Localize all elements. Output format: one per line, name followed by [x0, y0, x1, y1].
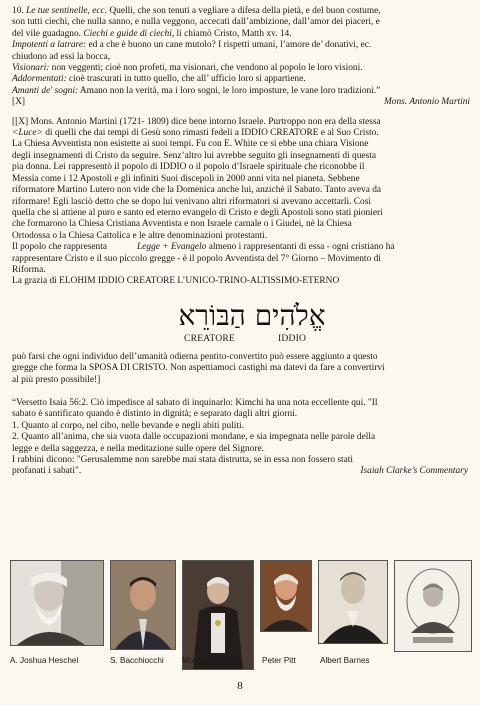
hebrew-text: אֱלֹהִים הַבּוֹרֵא [178, 298, 326, 332]
text-line: riformare! Egli lasciò detto che se dopo lui venivano altri riformatori si avevano accettarli. Così [12, 196, 371, 207]
text-line: pia donna. Lei rappresentò il popolo di IDDIO o il popolo d’Israele spirituale che riconobbe il [12, 162, 365, 173]
hebrew-calligraphy [162, 298, 342, 332]
text-line: La Chiesa Avventista non esistette ai suoi tempi. Fu con E. White ce si ebbe una chiara Visione [12, 139, 369, 150]
text-line: 1. Quanto al corpo, nel cibo, nelle bevande e negli abiti puliti. [12, 420, 244, 431]
text-line: Riforma. [12, 264, 46, 275]
caption-bacchiocchi: S. Bacchiocchi [110, 656, 164, 665]
caption-pitt: Peter Pitt [262, 656, 296, 665]
hebrew-title-block [12, 298, 470, 350]
text-line: I rabbini dicono: "Gerusalemme non sarebbe mai stata distrutta, se in essa non fossero stati [12, 455, 353, 465]
text: almeno i rappresentanti di essa - ogni cristiano ha [206, 242, 395, 253]
text: non veggenti; cioè non profeti, ma visionari, che vendono al popolo le loro visioni. [49, 63, 363, 74]
text-line: al più presto possibile!] [12, 374, 101, 385]
portrait-photo-barnes [318, 560, 388, 644]
text-line: legge e della saggezza, e nella meditazione sulle opere del Signore. [12, 443, 264, 454]
text: 10. [12, 6, 27, 16]
caption-barnes: Albert Barnes [320, 656, 370, 665]
text-line: gregge che forma la SPOSA DI CRISTO. Non aspettiamoci castighi ma datevi da fare a convertirvi [12, 363, 385, 374]
page-number: 8 [237, 680, 243, 692]
text-line: quella che si attiene al puro e santo ed eterno evangelo di Cristo e degli Apostoli sono stati pionieri [12, 207, 383, 218]
text-line: può farsi che ogni individuo dell’umanità odierna pentito-convertito può essere aggiunto a questo [12, 351, 378, 362]
italic-text: Visionari: [12, 63, 50, 74]
portrait-photo-engraving [394, 560, 472, 652]
text: profanati i sabati". [12, 466, 82, 477]
text: ed a che è buono un cane mutolo? I rispetti umani, l’amore de’ donativi, ec. [86, 40, 372, 51]
text: Quelli, che son tenuti a vegliare a difesa della pietà, e del buon costume, [107, 6, 381, 16]
text-line: [[X] Mons. Antonio Martini (1721- 1809) dice bene intorno Israele. Purtroppo non era della stessa [12, 116, 381, 127]
quotation-paragraph [12, 398, 470, 478]
text: di quelli che dai tempi di Gesù sono rimasti fedeli a IDDIO CREATORE e al Suo Cristo. [42, 128, 379, 139]
portrait-photo-pitt [260, 560, 312, 632]
italic-text: Le tue sentinelle, ecc. [26, 6, 108, 16]
text-line: sabato è santificato quando è distinto in dignità; e separato dagli altri giorni. [12, 409, 298, 420]
text-line: Ortodossa o la Chiesa Cattolica e le altre denominazioni protestanti. [12, 230, 268, 241]
document-page [12, 6, 470, 478]
text-line: chiudono ad essi la bocca, [12, 51, 111, 62]
hebrew-label-iddio: IDDIO [278, 332, 307, 344]
caption-martini: Mons. A. Martini [182, 656, 241, 665]
italic-text: Legge + Evangelo [137, 242, 207, 253]
portrait-row [10, 560, 470, 670]
text-line: son tutti ciechi, che nulla sanno, e nulla veggono, accecati dall’ambizione, dall’amor dei piaceri, e [12, 17, 380, 28]
hebrew-label-creatore: CREATORE [184, 332, 235, 344]
text-line: La grazia di ELOHIM IDDIO CREATORE L’UNICO-TRINO-ALTISSIMO-ETERNO [12, 276, 340, 287]
appeal-paragraph [12, 352, 470, 386]
portrait-photo-bacchiocchi [110, 560, 176, 650]
text-line: degli insegnamenti di Cristo da seguire. Senz’altro lui avrebbe seguito gli insegnamenti di questa [12, 150, 376, 161]
text: li chiamò Cristo, Matth xv. 14. [174, 28, 292, 39]
italic-text: <Luce> [12, 128, 43, 139]
source-citation: Isaiah Clarke’s Commentary [360, 466, 468, 477]
text-line: rappresentare Cristo e il suo piccolo gregge - è il popolo Avventista del 7° Giorno – Movimento di [12, 253, 381, 264]
text-line: 2. Quanto all’anima, che sia vuota dalle occupazioni mondane, e sia impegnata nelle parole della [12, 432, 376, 443]
reference-mark: [X] [12, 97, 26, 108]
caption-heschel: A. Joshua Heschel [10, 656, 79, 665]
text-line: che formarono la Chiesa Cristiana Avventista e non Israele carnale o i Giudei, nè la Chiesa [12, 219, 352, 230]
portrait-photo-martini [182, 560, 254, 670]
text: Amano non la verità, ma i loro sogni, le loro imposture, le vane loro tradizioni.” [78, 85, 381, 96]
commentary-paragraph [12, 117, 470, 288]
text-line: “Versetto Isaia 56:2. Ciò impedisce al sabato di inquinarlo: Kimchi ha una nota eccellente qui. "Il [12, 397, 378, 408]
signature: Mons. Antonio Martini [383, 97, 470, 108]
text-line: riformatore Martino Lutero non vide che la Domenica anche lui, anzichè il Sabato. Tanto aveva da [12, 185, 382, 196]
portrait-photo-heschel [10, 560, 104, 646]
text: Il popolo che rappresenta [12, 242, 108, 253]
text-line: Messia come i 12 Apostoli e gli infiniti Suoi discepoli in 2000 anni vita nel pianeta. Sebbene [12, 173, 360, 184]
italic-text: Amanti de' sogni: [12, 85, 79, 96]
italic-text: Ciechi e guide di ciechi, [83, 28, 175, 39]
italic-text: Impotenti a latrare: [12, 40, 87, 51]
italic-text: Addormentati: [12, 74, 67, 85]
text: cioè trascurati in tutto quello, che all’ ufficio loro si appartiene. [66, 74, 306, 85]
text: del vile guadagno. [12, 28, 84, 39]
footnote-paragraph-1 [12, 6, 470, 109]
